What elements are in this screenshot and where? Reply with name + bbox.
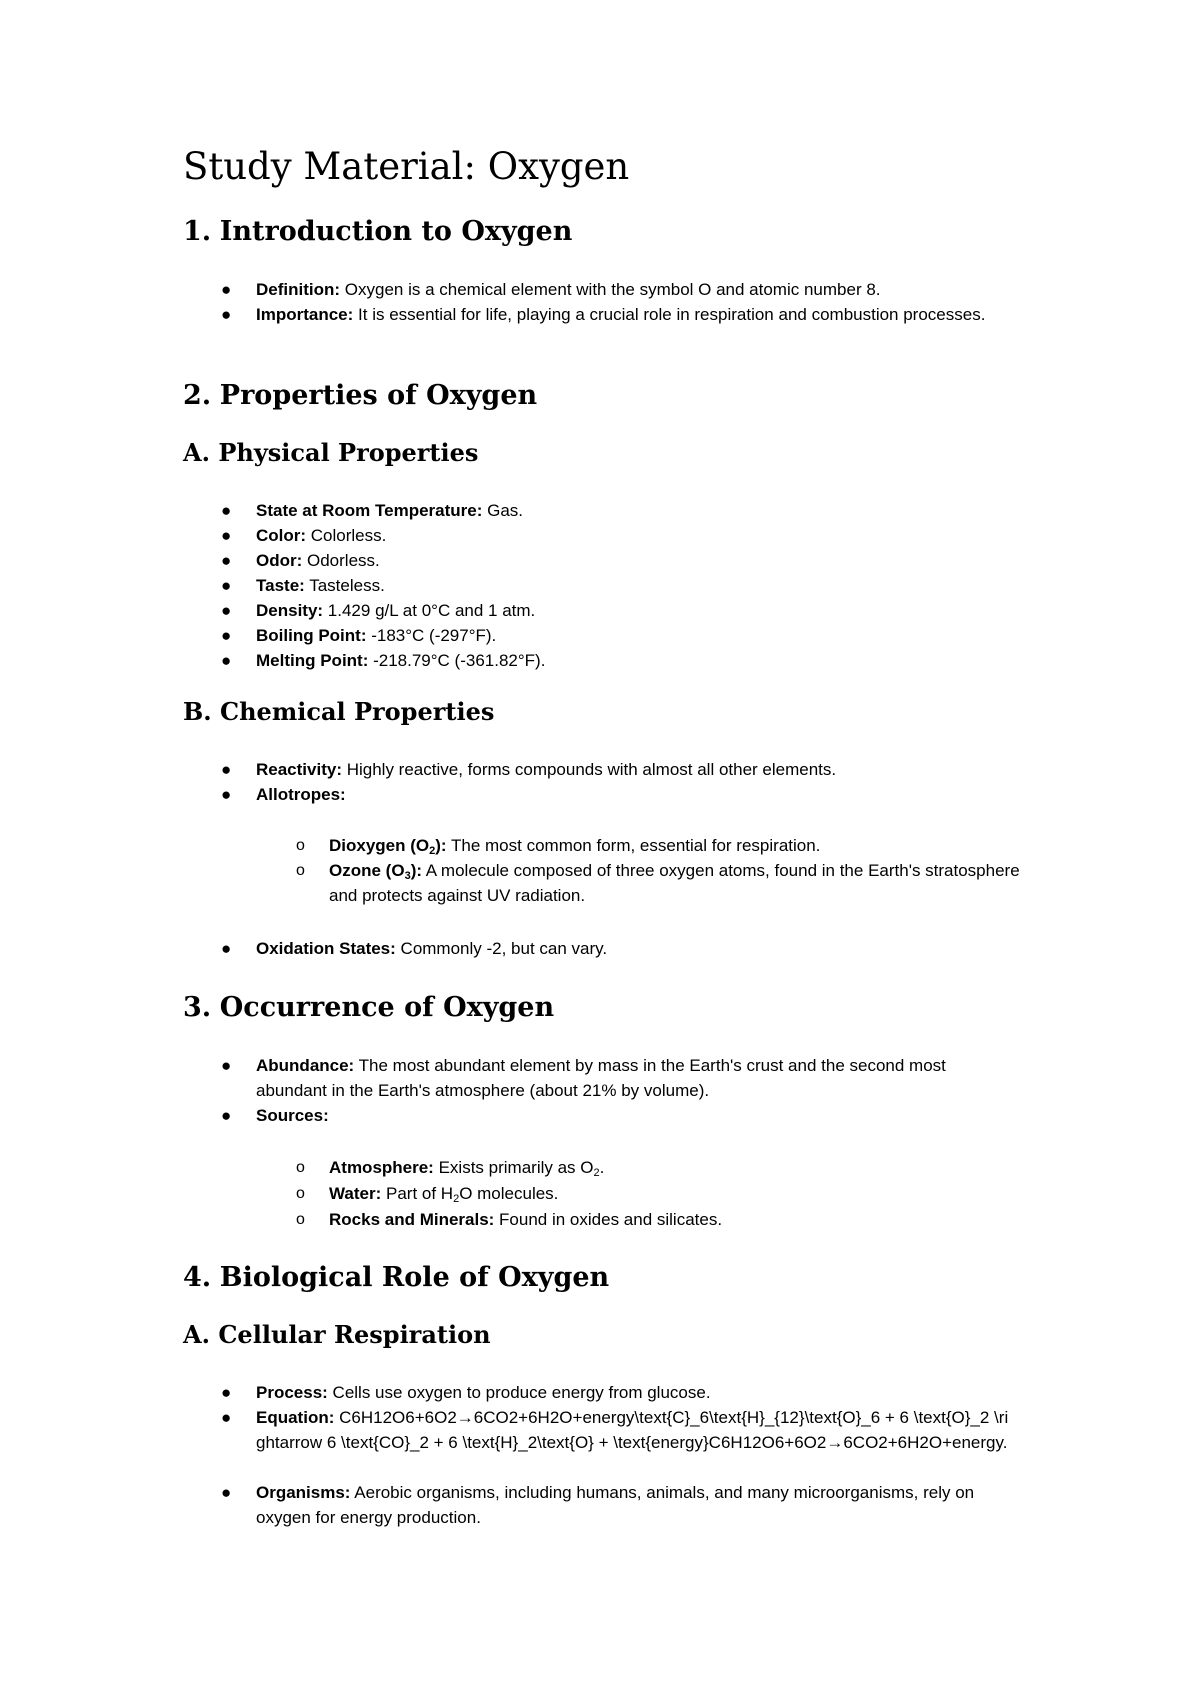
item-label: Dioxygen $(O_2)$: — [329, 836, 447, 857]
item-text: -218.79°C (-361.82°F). — [368, 651, 546, 670]
bullet-icon: ● — [221, 1483, 232, 1502]
subsection-chemical-heading: B. Chemical Properties — [183, 697, 495, 726]
list-item-sources — [221, 1103, 1016, 1128]
bullet-icon: ● — [221, 526, 232, 545]
item-label: Oxidation States: — [256, 939, 396, 958]
circle-bullet-icon: o — [296, 1211, 305, 1228]
item-label: Boiling Point: — [256, 626, 367, 645]
item-label: Ozone $(O_3)$: — [329, 861, 423, 882]
bullet-icon: ● — [221, 939, 232, 958]
list-item-boiling-point — [221, 623, 1016, 648]
item-label: Water: — [329, 1184, 382, 1203]
item-text: Gas. — [482, 501, 524, 520]
bullet-icon: ● — [221, 1056, 232, 1075]
section-title: Introduction to Oxygen — [219, 216, 573, 247]
item-label: Importance: — [256, 305, 354, 324]
list-item-oxidation-states — [221, 936, 1016, 961]
list-item-ozone — [296, 858, 1029, 908]
circle-bullet-icon: o — [296, 862, 305, 879]
list-item-color — [221, 523, 1016, 548]
bullet-icon: ● — [221, 1408, 232, 1427]
list-item-allotropes — [221, 782, 1016, 807]
bullet-icon: ● — [221, 551, 232, 570]
item-text: Colorless. — [306, 526, 387, 545]
bullet-icon: ● — [221, 651, 232, 670]
item-text: Part of H — [381, 1184, 454, 1203]
section-number: 3. — [183, 992, 212, 1023]
bullet-icon: ● — [221, 785, 232, 804]
bullet-icon: ● — [221, 601, 232, 620]
item-text: Aerobic organisms, including humans, animals, and many microorganisms, rely on oxygen for energy production. — [256, 1483, 975, 1527]
circle-bullet-icon: o — [296, 1159, 305, 1176]
list-item-organisms — [221, 1480, 1016, 1530]
item-text: Odorless. — [302, 551, 380, 570]
subscript: 2 — [593, 1167, 600, 1179]
subsection-cellular-respiration-heading: A. Cellular Respiration — [183, 1320, 491, 1349]
item-label: State at Room Temperature: — [256, 501, 483, 520]
item-text-end: . — [599, 1158, 605, 1177]
section-title: Properties of Oxygen — [219, 380, 538, 411]
section-4-heading — [183, 1262, 609, 1293]
item-text-end: O molecules. — [459, 1184, 559, 1203]
item-text: Oxygen is a chemical element with the symbol O and atomic number 8. — [340, 280, 881, 299]
circle-bullet-icon: o — [296, 837, 305, 854]
list-item-density — [221, 598, 1016, 623]
list-item-water — [296, 1181, 1029, 1206]
item-text: C6H12O6+6O2→6CO2+6H2O+energy\text{C}_6\text{H}_{12}\text{O}_6 + 6 \text{O}_2 \rightarrow 6 \text{CO}_2 + 6 \text{H}_2\text{O} + \text{energy}C6H12O6+6O2→6CO2+6H2O+energy. — [256, 1408, 1009, 1452]
bullet-icon: ● — [221, 305, 232, 324]
item-label: Odor: — [256, 551, 303, 570]
item-text: Tasteless. — [304, 576, 385, 595]
list-item-dioxygen — [296, 833, 1029, 858]
bullet-icon: ● — [221, 760, 232, 779]
item-text: The most common form, essential for respiration. — [446, 836, 821, 855]
bullet-icon: ● — [221, 501, 232, 520]
item-label: Atmosphere: — [329, 1158, 434, 1177]
item-label: Sources: — [256, 1106, 329, 1125]
item-label: Definition: — [256, 280, 341, 299]
document-title: Study Material: Oxygen — [183, 145, 630, 188]
list-item-definition — [221, 277, 1016, 302]
item-text: A molecule composed of three oxygen atoms, found in the Earth's stratosphere and protects against UV radiation. — [329, 861, 1020, 905]
item-text: Cells use oxygen to produce energy from glucose. — [327, 1383, 711, 1402]
list-item-atmosphere — [296, 1155, 1029, 1180]
bullet-icon: ● — [221, 280, 232, 299]
item-text: It is essential for life, playing a crucial role in respiration and combustion processes. — [353, 305, 986, 324]
subsection-physical-heading: A. Physical Properties — [183, 438, 479, 467]
section-title: Occurrence of Oxygen — [219, 992, 555, 1023]
item-label: Equation: — [256, 1408, 335, 1427]
list-item-equation — [221, 1405, 1016, 1455]
item-text: Highly reactive, forms compounds with almost all other elements. — [341, 760, 837, 779]
item-label: Melting Point: — [256, 651, 369, 670]
item-text: Exists primarily as O — [433, 1158, 594, 1177]
item-label: Reactivity: — [256, 760, 342, 779]
item-label: Abundance: — [256, 1056, 355, 1075]
section-title: Biological Role of Oxygen — [219, 1262, 610, 1293]
item-text: 1.429 g/L at 0°C and 1 atm. — [323, 601, 536, 620]
list-item-odor — [221, 548, 1016, 573]
bullet-icon: ● — [221, 576, 232, 595]
section-number: 1. — [183, 216, 212, 247]
item-text: The most abundant element by mass in the Earth's crust and the second most abundant in the Earth's atmosphere (about 21% by volume). — [256, 1056, 946, 1100]
bullet-icon: ● — [221, 626, 232, 645]
bullet-icon: ● — [221, 1383, 232, 1402]
section-3-heading — [183, 992, 554, 1023]
item-text: -183°C (-297°F). — [366, 626, 497, 645]
bullet-icon: ● — [221, 1106, 232, 1125]
subscript: 2 — [453, 1193, 460, 1205]
list-item-melting-point — [221, 648, 1016, 673]
list-item-importance — [221, 302, 1016, 327]
section-2-heading — [183, 380, 537, 411]
list-item-state — [221, 498, 1016, 523]
list-item-reactivity — [221, 757, 1016, 782]
item-text: Found in oxides and silicates. — [494, 1210, 723, 1229]
item-label: Rocks and Minerals: — [329, 1210, 495, 1229]
item-label: Allotropes: — [256, 785, 346, 804]
section-number: 4. — [183, 1262, 212, 1293]
list-item-rocks-minerals — [296, 1207, 1029, 1232]
item-label: Color: — [256, 526, 307, 545]
circle-bullet-icon: o — [296, 1185, 305, 1202]
item-label: Process: — [256, 1383, 328, 1402]
item-label: Density: — [256, 601, 324, 620]
item-label: Organisms: — [256, 1483, 351, 1502]
list-item-taste — [221, 573, 1016, 598]
section-1-heading — [183, 216, 572, 247]
list-item-abundance — [221, 1053, 1016, 1103]
section-number: 2. — [183, 380, 212, 411]
item-label: Taste: — [256, 576, 305, 595]
item-text: Commonly -2, but can vary. — [395, 939, 608, 958]
list-item-process — [221, 1380, 1016, 1405]
